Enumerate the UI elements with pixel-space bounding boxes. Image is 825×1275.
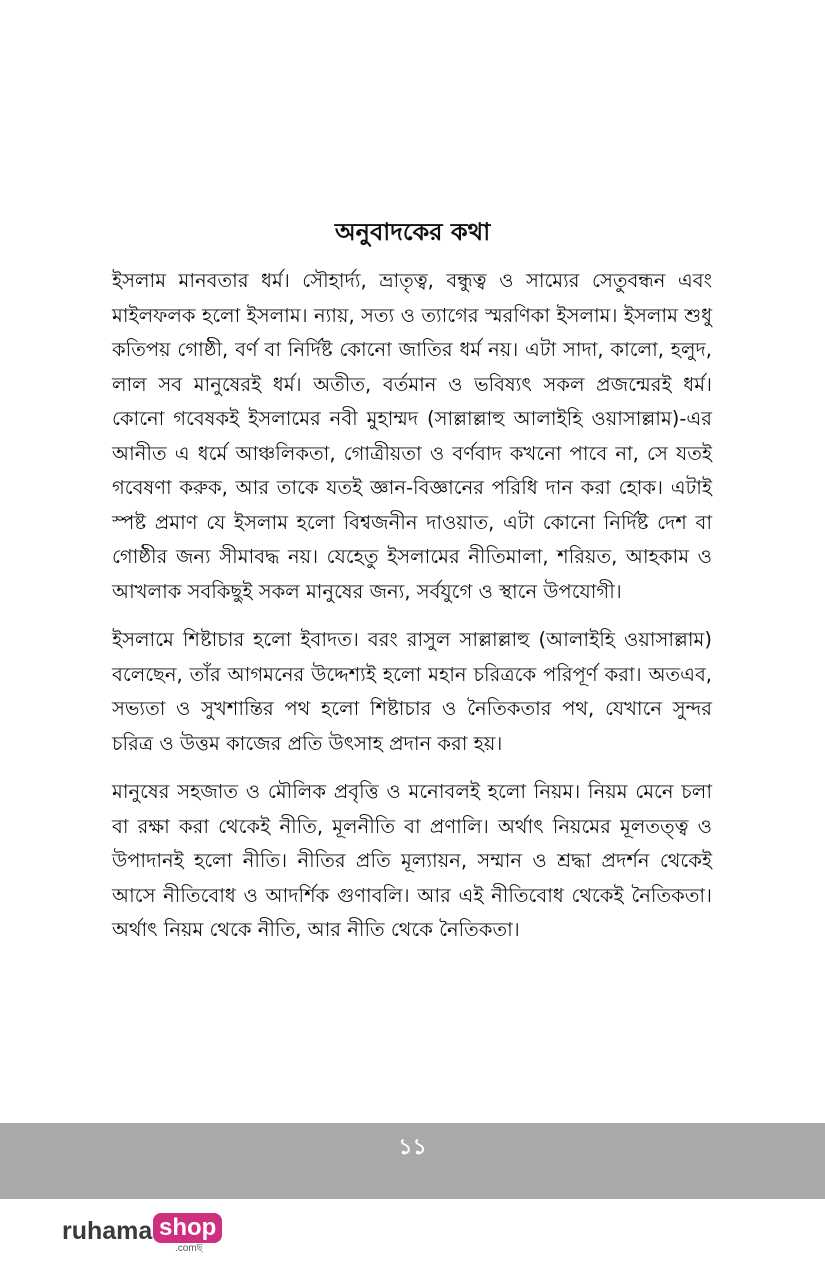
document-body xyxy=(112,264,712,962)
logo-domain-text: .comছ xyxy=(175,1243,203,1254)
paragraph-3: মানুষের সহজাত ও মৌলিক প্রবৃত্তি ও মনোবলই হলো নিয়ম। নিয়ম মেনে চলা বা রক্ষা করা থেকেই নীতি, মূলনীতি বা প্রণালি। অর্থাৎ নিয়মের মূলতত্ত্ব ও উপাদানই হলো নীতি। নীতির প্রতি মূল্যায়ন, সম্মান ও শ্রদ্ধা প্রদর্শন থেকেই আসে নীতিবোধ ও আদর্শিক গুণাবলি। আর এই নীতিবোধ থেকেই নৈতিকতা। অর্থাৎ নিয়ম থেকে নীতি, আর নীতি থেকে নৈতিকতা। xyxy=(112,780,712,941)
paragraph-2: ইসলামে শিষ্টাচার হলো ইবাদত। বরং রাসুল সাল্লাল্লাহু (আলাইহি ওয়াসাল্লাম) বলেছেন, তাঁর আগমনের উদ্দেশ্যই হলো মহান চরিত্রকে পরিপূর্ণ করা। অতএব, সভ্যতা ও সুখশান্তির পথ হলো শিষ্টাচার ও নৈতিকতার পথ, যেখানে সুন্দর চরিত্র ও উত্তম কাজের প্রতি উৎসাহ প্রদান করা হয়। xyxy=(112,628,712,755)
logo-shop-text: shop xyxy=(153,1213,222,1243)
paragraph-1: ইসলাম মানবতার ধর্ম। সৌহার্দ্য, ভ্রাতৃত্ব, বন্ধুত্ব ও সাম্যের সেতুবন্ধন এবং মাইলফলক হলো ইসলাম। ন্যায়, সত্য ও ত্যাগের স্মরণিকা ইসলাম। ইসলাম শুধু কতিপয় গোষ্ঠী, বর্ণ বা নির্দিষ্ট কোনো জাতির ধর্ম নয়। এটা সাদা, কালো, হলুদ, লাল সব মানুষেরই ধর্ম। অতীত, বর্তমান ও ভবিষ্যৎ সকল প্রজন্মেরই ধর্ম। কোনো গবেষকই ইসলামের নবী মুহাম্মদ (সাল্লাল্লাহু আলাইহি ওয়াসাল্লাম)-এর আনীত এ ধর্মে আঞ্চলিকতা, গোত্রীয়তা ও বর্ণবাদ কখনো পাবে না, সে যতই গবেষণা করুক, আর তাকে যতই জ্ঞান-বিজ্ঞানের পরিধি দান করা হোক। এটাই স্পষ্ট প্রমাণ যে ইসলাম হলো বিশ্বজনীন দাওয়াত, এটা কোনো নির্দিষ্ট দেশ বা গোষ্ঠীর জন্য সীমাবদ্ধ নয়। যেহেতু ইসলামের নীতিমালা, শরিয়ত, আহকাম ও আখলাক সবকিছুই সকল মানুষের জন্য, সর্বযুগে ও স্থানে উপযোগী। xyxy=(112,269,712,603)
ruhamashop-logo xyxy=(62,1210,232,1260)
logo-ruhama-text: ruhama xyxy=(62,1217,153,1245)
footer-band xyxy=(0,1123,825,1199)
page-number: ১১ xyxy=(398,1135,427,1160)
page-title: অনুবাদকের কথা xyxy=(334,218,491,246)
